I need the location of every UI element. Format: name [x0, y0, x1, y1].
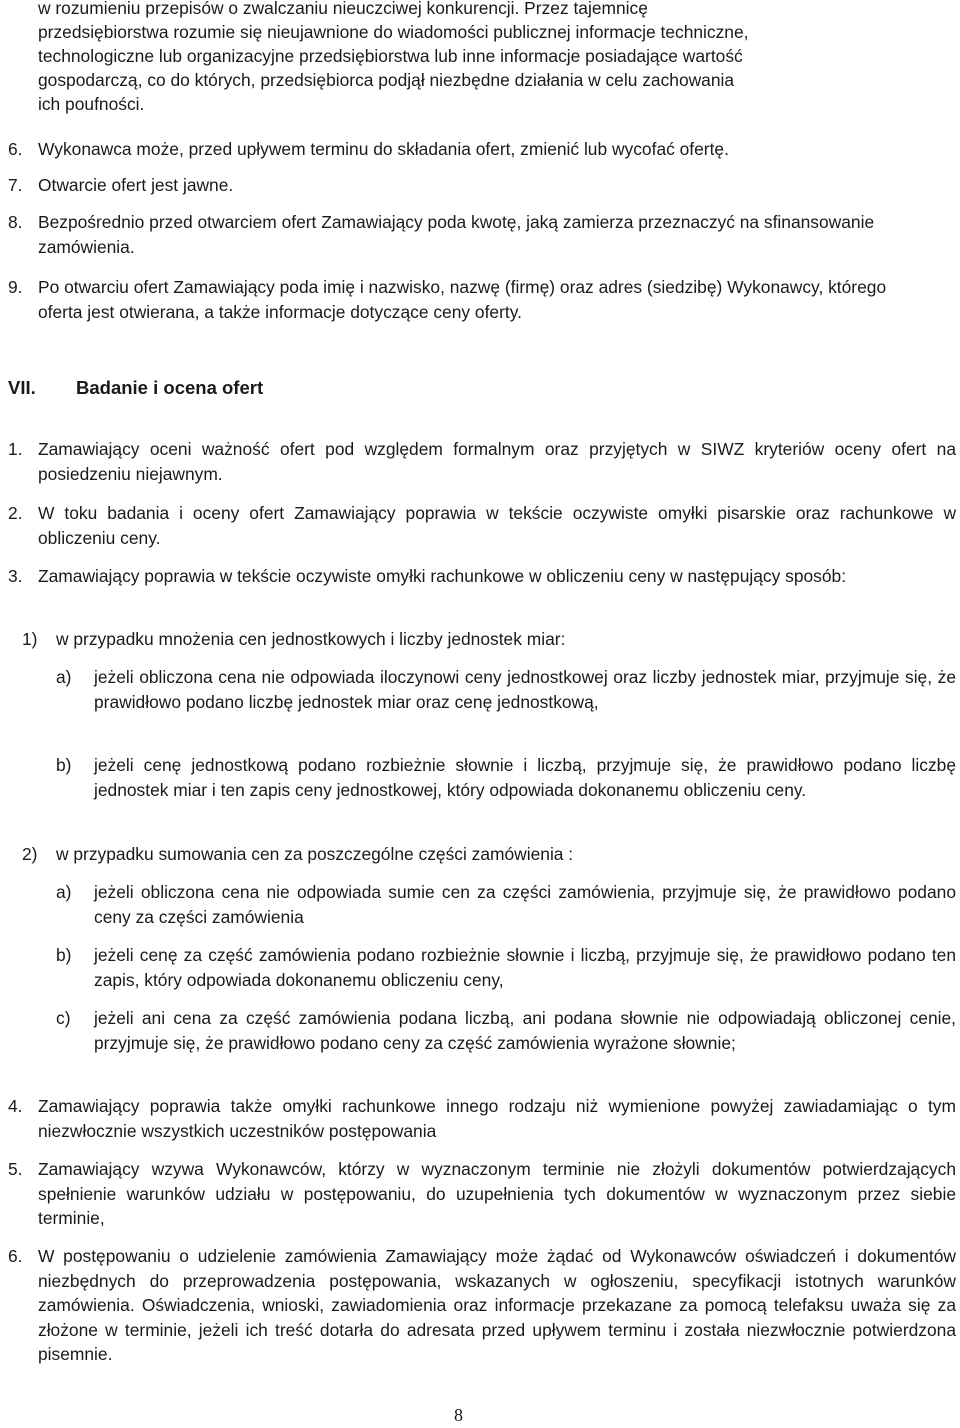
item-text: W postępowaniu o udzielenie zamówienia Zamawiający może żądać od Wykonawców oświadczeń i dokumentów niezbędnych do przeprowadzenia postępowania, wskazanych w ogłoszeniu, specyfikacji istotnych warunków zamówienia. Oświadczenia, wnioski, zawiadomienia oraz informacje przekazane za pomocą telefaksu uważa się za złożone w terminie, jeżeli ich treść dotarła do adresata przed upływem terminu i została niezwłocznie potwierdzona pisemnie. [38, 1246, 956, 1364]
item-text: Po otwarciu ofert Zamawiający poda imię i nazwisko, nazwę (firmę) oraz adres (siedzibę) Wykonawcy, którego oferta jest otwierana, a także informacje dotyczące ceny oferty. [38, 277, 887, 322]
item-number: 7. [8, 175, 23, 195]
letter-text: jeżeli cenę jednostkową podano rozbieżnie słownie i liczbą, przyjmuje się, że prawidłowo podano liczbę jednostek miar i ten zapis ceny jednostkowej, który odpowiada dokonanemu obliczeniu ceny. [94, 755, 956, 800]
sub-item-number: 1) [22, 629, 38, 649]
letter-text: jeżeli obliczona cena nie odpowiada iloczynowi ceny jednostkowej oraz liczby jednostek miar, przyjmuje się, że prawidłowo podano liczbę jednostek miar oraz cenę jednostkową, [94, 667, 956, 712]
section-number: VII. [8, 377, 36, 398]
sub-item-text: w przypadku sumowania cen za poszczególne części zamówienia : [56, 844, 574, 864]
letter-text: jeżeli obliczona cena nie odpowiada sumie cen za części zamówienia, przyjmuje się, że prawidłowo podano ceny za części zamówienia [94, 882, 956, 927]
item-text: Zamawiający poprawia w tekście oczywiste omyłki rachunkowe w obliczeniu ceny w następujący sposób: [38, 566, 847, 586]
item-number: 3. [8, 566, 23, 586]
letter-marker: a) [56, 882, 72, 902]
sub-item-number: 2) [22, 844, 38, 864]
intro-line: w rozumieniu przepisów o zwalczaniu nieuczciwej konkurencji. Przez tajemnicę [38, 0, 648, 18]
letter-marker: a) [56, 667, 72, 687]
page-number: 8 [454, 1405, 463, 1425]
item-text: Zamawiający poprawia także omyłki rachunkowe innego rodzaju niż wymienione powyżej zawiadamiając o tym niezwłocznie wszystkich uczestników postępowania [38, 1096, 956, 1141]
intro-line: przedsiębiorstwa rozumie się nieujawnione do wiadomości publicznej informacje techniczne, [38, 22, 749, 42]
item-number: 8. [8, 212, 23, 232]
letter-marker: b) [56, 945, 72, 965]
item-number: 6. [8, 139, 23, 159]
item-number: 1. [8, 439, 23, 459]
letter-marker: c) [56, 1008, 71, 1028]
item-text: Zamawiający oceni ważność ofert pod względem formalnym oraz przyjętych w SIWZ kryteriów oceny ofert na posiedzeniu niejawnym. [38, 439, 956, 484]
intro-line: gospodarczą, co do których, przedsiębiorca podjął niezbędne działania w celu zachowania [38, 70, 735, 90]
item-text: Wykonawca może, przed upływem terminu do składania ofert, zmienić lub wycofać ofertę. [38, 139, 729, 159]
section-title: Badanie i ocena ofert [76, 377, 264, 398]
sub-item-text: w przypadku mnożenia cen jednostkowych i liczby jednostek miar: [56, 629, 566, 649]
item-text: Bezpośrednio przed otwarciem ofert Zamawiający poda kwotę, jaką zamierza przeznaczyć na sfinansowanie zamówienia. [38, 212, 875, 257]
item-text: W toku badania i oceny ofert Zamawiający poprawia w tekście oczywiste omyłki pisarskie oraz rachunkowe w obliczeniu ceny. [38, 503, 956, 548]
item-text: Zamawiający wzywa Wykonawców, którzy w wyznaczonym terminie nie złożyli dokumentów potwierdzających spełnienie warunków udziału w postępowaniu, do uzupełnienia tych dokumentów w wyznaczonym przez siebie terminie, [38, 1159, 956, 1228]
letter-marker: b) [56, 755, 72, 775]
intro-line: ich poufności. [38, 94, 145, 114]
item-number: 2. [8, 503, 23, 523]
letter-text: jeżeli cenę za część zamówienia podano rozbieżnie słownie i liczbą, przyjmuje się, że prawidłowo podano ten zapis, który odpowiada dokonanemu obliczeniu ceny, [94, 945, 956, 990]
item-number: 5. [8, 1159, 23, 1179]
item-text: Otwarcie ofert jest jawne. [38, 175, 234, 195]
item-number: 6. [8, 1246, 23, 1266]
intro-line: technologiczne lub organizacyjne przedsiębiorstwa lub inne informacje posiadające wartość [38, 46, 743, 66]
item-number: 4. [8, 1096, 23, 1116]
item-number: 9. [8, 277, 23, 297]
letter-text: jeżeli ani cena za część zamówienia podana liczbą, ani podana słownie nie odpowiadają obliczonej cenie, przyjmuje się, że prawidłowo podano ceny za część zamówienia wyrażone słownie; [94, 1008, 956, 1053]
